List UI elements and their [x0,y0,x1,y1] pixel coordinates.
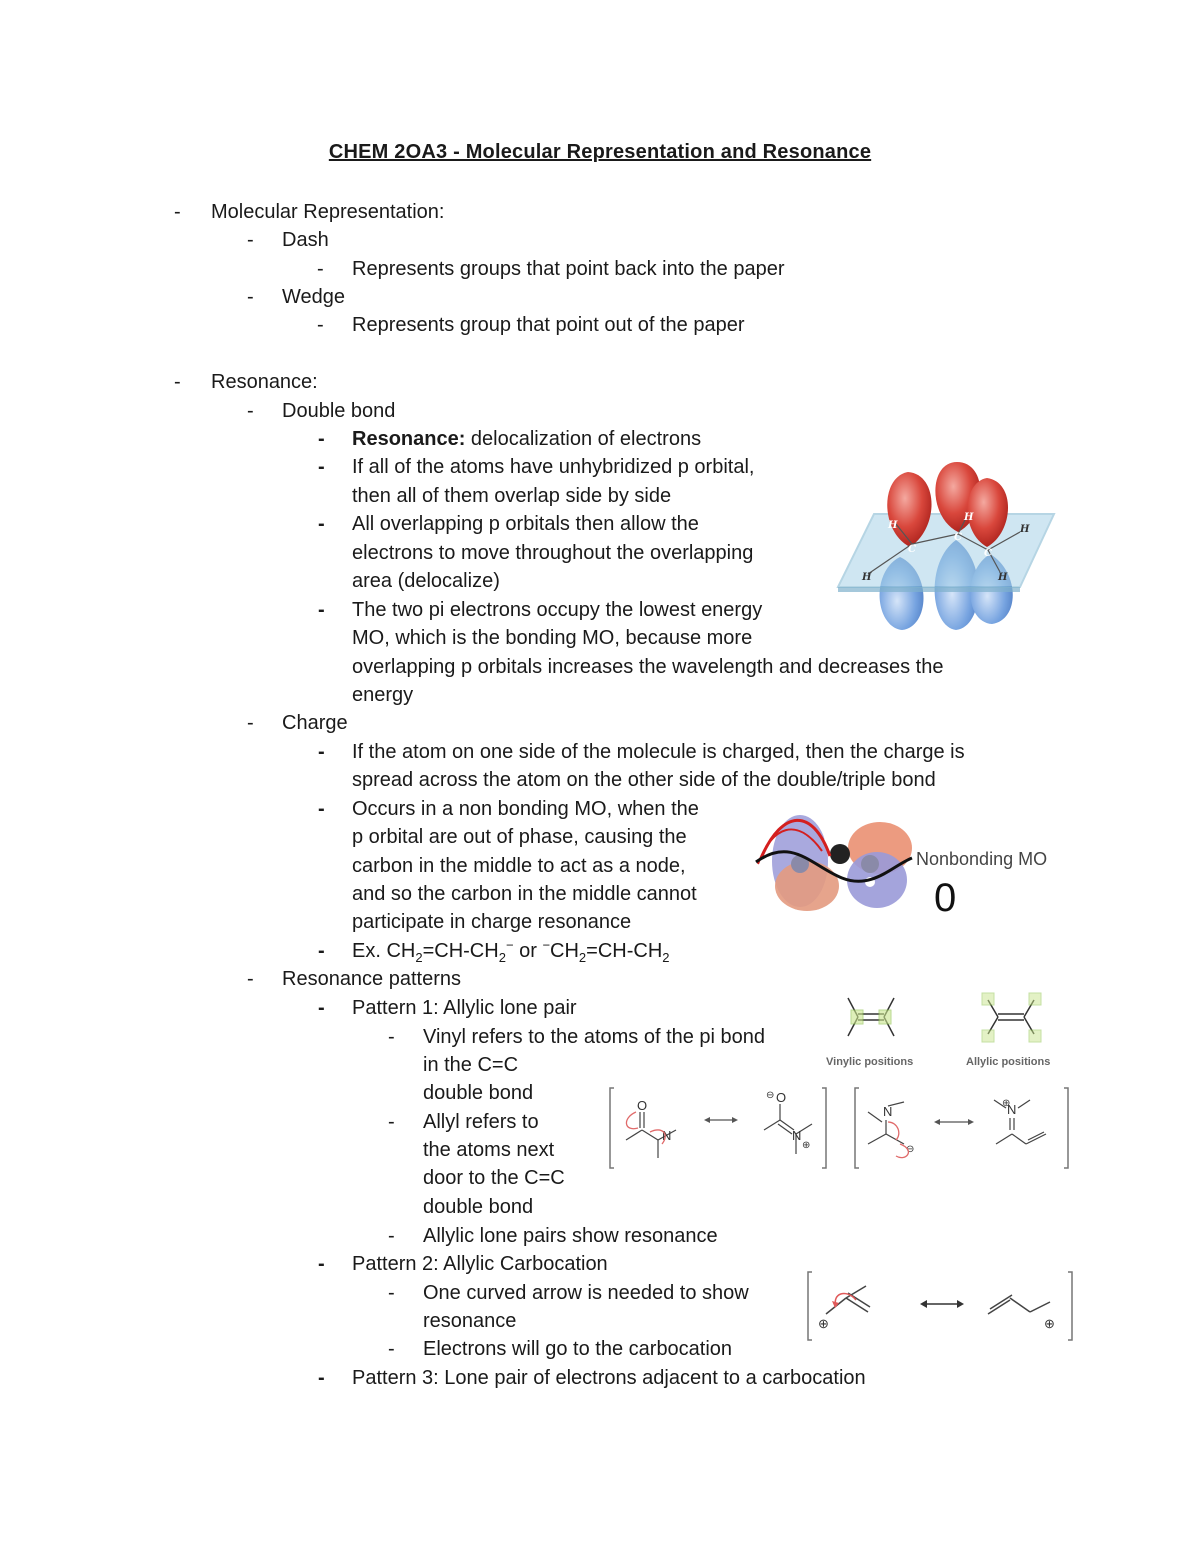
bullet: - [388,1282,395,1304]
text-line: If the atom on one side of the molecule is charged, then the charge is [352,741,965,763]
atom-o: O [776,1090,787,1105]
text-line: energy [352,684,414,706]
bullet: - [318,997,325,1019]
text-line: area (delocalize) [352,570,500,592]
text-line: participate in charge resonance [352,911,632,933]
text-line: Occurs in a non bonding MO, when the [352,798,699,820]
atom-n: N [883,1104,893,1119]
bullet: - [318,599,325,621]
atom-n: N [792,1128,802,1143]
bullet: - [318,741,325,763]
text-line: double bond [423,1082,534,1104]
charge-sign: ⊕ [802,1140,811,1151]
text-line: the atoms next [423,1139,555,1161]
bullet: - [317,314,324,336]
charge-sign: ⊕ [1002,1098,1011,1109]
text-line: then all of them overlap side by side [352,485,672,507]
carbocation-plus: ⊕ [818,1316,829,1331]
dash-item: Dash [282,229,329,251]
atom-label: H [862,572,872,583]
pattern-2: Pattern 2: Allylic Carbocation [352,1253,608,1275]
text-line: p orbital are out of phase, causing the [352,826,687,848]
bullet: - [388,1338,395,1360]
allylic-label: Allylic positions [966,1056,1051,1068]
vinylic-allylic-positions [818,990,1068,1072]
bullet: - [318,428,325,450]
text-line: If all of the atoms have unhybridized p orbital, [352,456,755,478]
nonbonding-mo-diagram [752,806,1062,920]
atom-label: C [908,544,916,555]
resonance-def-text: delocalization of electrons [465,428,702,450]
resonance-heading: Resonance: [211,371,318,393]
bullet: - [247,229,254,251]
nonbonding-mo-label: Nonbonding MO [916,849,1048,869]
bullet: - [318,513,325,535]
page-title: CHEM 2OA3 - Molecular Representation and Resonance [328,141,872,163]
allyl-p-orbital-diagram [830,462,1058,652]
double-bond-item: Double bond [282,400,396,422]
charge-example: Ex. $CH_2=CH-CH_2^-$ or $^-CH_2=CH-CH_2$ [352,937,670,965]
text-line: Allylic lone pairs show resonance [423,1225,718,1247]
atom-label: H [964,512,974,523]
bullet: - [247,286,254,308]
bullet: - [247,400,254,422]
bullet: - [174,201,181,223]
bullet: - [318,1367,325,1389]
bullet: - [318,456,325,478]
atom-label: C [954,532,962,543]
charge-sign: ⊖ [906,1144,915,1155]
text-line: double bond [423,1196,534,1218]
atom-label: H [888,520,898,531]
bullet: - [317,258,324,280]
bullet: - [174,371,181,393]
pattern-3: Pattern 3: Lone pair of electrons adjacent to a carbocation [352,1367,866,1389]
resonance-term: Resonance: [352,428,466,450]
nonbonding-zero: 0 [934,876,957,920]
text-line: spread across the atom on the other side of the double/triple bond [352,769,936,791]
text-line: Vinyl refers to the atoms of the pi bond [423,1026,766,1048]
atom-n: N [662,1128,672,1143]
bullet: - [388,1026,395,1048]
text-line: All overlapping p orbitals then allow the [352,513,699,535]
text-line: resonance [423,1310,517,1332]
atom-label: H [998,572,1008,583]
molecular-representation-heading: Molecular Representation: [211,201,445,223]
atom-n: N [1007,1102,1017,1117]
dash-description: Represents groups that point back into the paper [352,258,785,280]
bullet: - [247,968,254,990]
text-line: door to the C=C [423,1167,565,1189]
text-line: One curved arrow is needed to show [423,1282,749,1304]
bullet: - [318,798,325,820]
text-line: overlapping p orbitals increases the wavelength and decreases the [352,656,944,678]
text-line: in the C=C [423,1054,519,1076]
atom-label: C [984,548,992,559]
bullet: - [318,1253,325,1275]
allylic-carbocation-resonance [802,1268,1078,1344]
pattern-1: Pattern 1: Allylic lone pair [352,997,577,1019]
allylic-lone-pair-resonance [606,1082,1072,1174]
text-line: The two pi electrons occupy the lowest energy [352,599,763,621]
atom-o: O [637,1098,648,1113]
charge-sign: ⊖ [766,1090,775,1101]
resonance-definition [352,427,701,451]
charge-item: Charge [282,712,348,734]
text-line: electrons to move throughout the overlapping [352,542,754,564]
text-line: MO, which is the bonding MO, because more [352,627,753,649]
text-line: and so the carbon in the middle cannot [352,883,697,905]
text-line: Allyl refers to [423,1111,539,1133]
wedge-item: Wedge [282,286,346,308]
text-line: carbon in the middle to act as a node, [352,855,686,877]
bullet: - [318,940,325,962]
resonance-patterns-item: Resonance patterns [282,968,462,990]
atom-label: H [1020,524,1030,535]
bullet: - [247,712,254,734]
bullet: - [388,1111,395,1133]
bullet: - [388,1225,395,1247]
text-line: Electrons will go to the carbocation [423,1338,733,1360]
wedge-description: Represents group that point out of the paper [352,314,745,336]
carbocation-plus: ⊕ [1044,1316,1055,1331]
vinylic-label: Vinylic positions [826,1056,914,1068]
